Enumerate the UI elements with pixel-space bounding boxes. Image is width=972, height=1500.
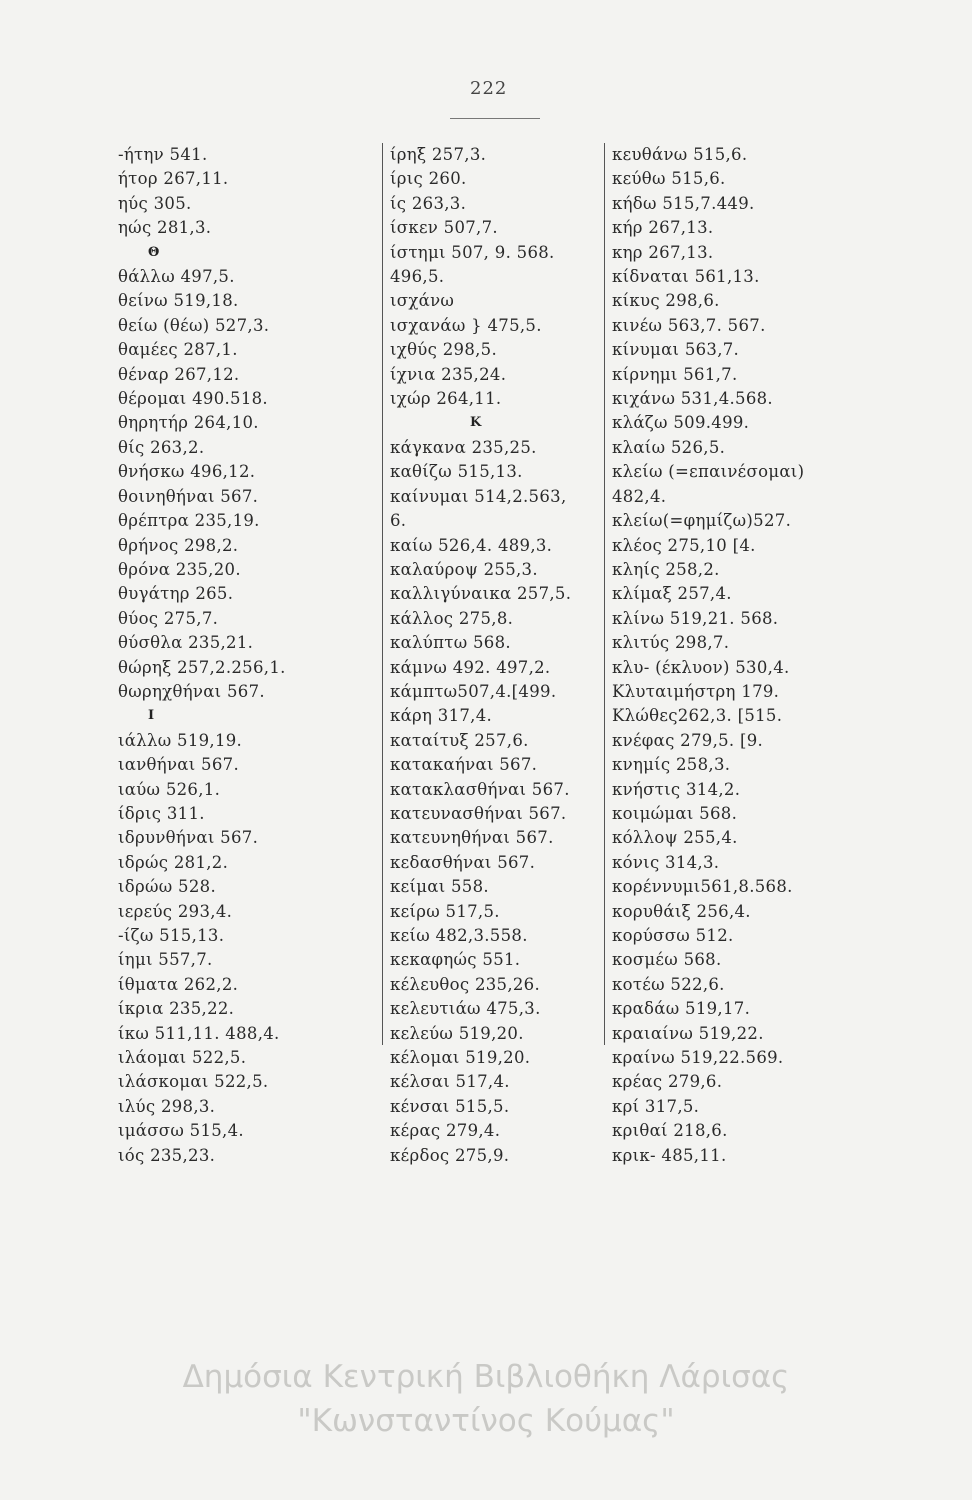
- index-entry: κραδάω 519,17.: [612, 999, 751, 1019]
- index-entry: ίρηξ 257,3.: [390, 145, 487, 164]
- index-entry: κίκυς 298,6.: [612, 291, 720, 311]
- index-entry: καίνυμαι 514,2.563,: [390, 486, 567, 506]
- index-entry: ιανθήναι 567.: [118, 755, 239, 775]
- index-entry: κελεύω 519,20.: [390, 1023, 524, 1043]
- index-entry: θρέπτρα 235,19.: [118, 511, 260, 531]
- index-entry: κάρη 317,4.: [390, 706, 493, 726]
- index-entry: κηρ 267,13.: [612, 242, 714, 262]
- index-entry: κλείω (=επαινέσομαι): [612, 462, 805, 482]
- index-entry: θηρητήρ 264,10.: [118, 413, 259, 433]
- index-entry: θίς 263,2.: [118, 437, 205, 457]
- index-entry: 496,5.: [390, 267, 445, 287]
- index-entry: κάλλος 275,8.: [390, 608, 514, 628]
- index-entry: θρόνα 235,20.: [118, 559, 241, 579]
- index-entry: θείνω 519,18.: [118, 291, 239, 311]
- index-entry: ίκρια 235,22.: [118, 999, 235, 1019]
- index-entry: ιδρυνθήναι 567.: [118, 828, 259, 848]
- index-entry: ίς 263,3.: [390, 193, 467, 213]
- index-entry: κορέννυμι561,8.568.: [612, 877, 793, 897]
- index-entry: κνέφας 279,5. [9.: [612, 730, 764, 750]
- index-entry: κόλλοψ 255,4.: [612, 828, 738, 848]
- index-entry: κέλομαι 519,20.: [390, 1048, 531, 1068]
- index-entry: ιαύω 526,1.: [118, 779, 221, 799]
- index-entry: καταίτυξ 257,6.: [390, 730, 529, 750]
- index-entry: καλαύροψ 255,3.: [390, 559, 538, 579]
- index-entry: κλίνω 519,21. 568.: [612, 608, 779, 628]
- index-entry: κείρω 517,5.: [390, 901, 500, 921]
- index-entry: κατευνηθήναι 567.: [390, 828, 554, 848]
- index-entry: κάμνω 492. 497,2.: [390, 657, 551, 677]
- index-entry: θοινηθήναι 567.: [118, 486, 259, 506]
- index-entry: ίημι 557,7.: [118, 950, 213, 970]
- index-entry: ηώς 281,3.: [118, 218, 212, 238]
- index-entry: κληίς 258,2.: [612, 559, 720, 579]
- letter-heading: Κ: [470, 415, 482, 431]
- index-entry: ιλάσκομαι 522,5.: [118, 1072, 269, 1092]
- index-entry: κριθαί 218,6.: [612, 1121, 728, 1141]
- index-entry: ιδρώω 528.: [118, 877, 216, 897]
- index-entry: κάμπτω507,4.[499.: [390, 681, 557, 701]
- index-entry: κλυ- (έκλυον) 530,4.: [612, 657, 790, 677]
- index-entry: ιάλλω 519,19.: [118, 730, 243, 750]
- index-entry: κοσμέω 568.: [612, 950, 722, 970]
- index-entry: κευθάνω 515,6.: [612, 145, 748, 164]
- index-entry: καίω 526,4. 489,3.: [390, 535, 553, 555]
- index-entry: κατευνασθήναι 567.: [390, 803, 567, 823]
- index-entry: ίρις 260.: [390, 169, 467, 189]
- index-entry: ίδρις 311.: [118, 803, 205, 823]
- index-entry: θαμέες 287,1.: [118, 340, 238, 360]
- index-entry: θυγάτηρ 265.: [118, 584, 234, 604]
- index-entry: κέλσαι 517,4.: [390, 1072, 510, 1092]
- watermark-line-2: "Κωνσταντίνος Κούμας": [297, 1403, 675, 1439]
- index-column-2: [382, 143, 608, 1165]
- index-entry: κοτέω 522,6.: [612, 974, 725, 994]
- index-entry: Κλυταιμήστρη 179.: [612, 681, 780, 701]
- index-entry: ιός 235,23.: [118, 1145, 216, 1165]
- index-entry: ίκω 511,11. 488,4.: [118, 1023, 280, 1043]
- index-entry: θέναρ 267,12.: [118, 364, 240, 384]
- index-entry: κείμαι 558.: [390, 877, 489, 897]
- index-entry: κίνυμαι 563,7.: [612, 340, 740, 360]
- index-entry: κορύσσω 512.: [612, 926, 734, 945]
- index-entry: ίθματα 262,2.: [118, 974, 239, 994]
- index-entry: ισχάνω: [390, 291, 455, 311]
- index-entry: κλίμαξ 257,4.: [612, 584, 732, 604]
- index-entry: κρικ- 485,11.: [612, 1145, 727, 1165]
- index-entry: κήρ 267,13.: [612, 218, 714, 238]
- index-entry: κλιτύς 298,7.: [612, 633, 730, 653]
- index-entry: θείω (θέω) 527,3.: [118, 315, 270, 335]
- library-watermark: [0, 1355, 972, 1443]
- index-entry: καλλιγύναικα 257,5.: [390, 584, 572, 604]
- index-entry: κεδασθήναι 567.: [390, 852, 536, 872]
- index-entry: κνημίς 258,3.: [612, 755, 731, 775]
- index-entry: θώρηξ 257,2.256,1.: [118, 657, 286, 677]
- index-entry: -ήτην 541.: [118, 145, 208, 164]
- index-entry: θάλλω 497,5.: [118, 267, 235, 287]
- index-entry: ιερεύς 293,4.: [118, 901, 233, 921]
- page-rule: [450, 118, 540, 119]
- index-entry: κένσαι 515,5.: [390, 1096, 510, 1116]
- index-entry: κόνις 314,3.: [612, 852, 720, 872]
- index-entry: καθίζω 515,13.: [390, 462, 523, 482]
- index-entry: θύσθλα 235,21.: [118, 633, 254, 653]
- index-entry: ιχθύς 298,5.: [390, 340, 497, 360]
- index-entry: ηύς 305.: [118, 193, 192, 213]
- index-entry: ιλάομαι 522,5.: [118, 1048, 247, 1068]
- index-entry: κνήστις 314,2.: [612, 779, 741, 799]
- index-entry: κατακαήναι 567.: [390, 755, 538, 775]
- index-entry: κλέος 275,10 [4.: [612, 535, 756, 555]
- index-entry: θέρομαι 490.518.: [118, 389, 268, 409]
- index-entry: 6.: [390, 511, 407, 531]
- index-column-1: [118, 143, 388, 1168]
- letter-heading: Ι: [148, 708, 155, 724]
- index-entry: ιμάσσω 515,4.: [118, 1121, 244, 1141]
- index-entry: κοιμώμαι 568.: [612, 803, 738, 823]
- index-entry: ιλύς 298,3.: [118, 1096, 216, 1116]
- index-entry: κίδναται 561,13.: [612, 267, 760, 287]
- index-entry: Κλώθες262,3. [515.: [612, 706, 783, 726]
- index-entry: κεκαφηώς 551.: [390, 950, 521, 970]
- index-entry: -ίζω 515,13.: [118, 926, 225, 945]
- index-entry: κλάζω 509.499.: [612, 413, 750, 433]
- watermark-line-1: Δημόσια Κεντρική Βιβλιοθήκη Λάρισας: [182, 1359, 790, 1395]
- index-entry: κίρνημι 561,7.: [612, 364, 738, 384]
- index-entry: θύος 275,7.: [118, 608, 219, 628]
- index-entry: κορυθάιξ 256,4.: [612, 901, 751, 921]
- index-column-3: [604, 143, 852, 1165]
- index-entry: 482,4.: [612, 486, 667, 506]
- index-entry: κάγκανα 235,25.: [390, 437, 537, 457]
- index-entry: κινέω 563,7. 567.: [612, 315, 766, 335]
- index-entry: κρέας 279,6.: [612, 1072, 723, 1092]
- page-number: 222: [470, 78, 508, 99]
- index-entry: ιχώρ 264,11.: [390, 389, 502, 409]
- index-entry: ίχνια 235,24.: [390, 364, 507, 384]
- index-entry: ισχανάω } 475,5.: [390, 315, 542, 335]
- index-entry: κεύθω 515,6.: [612, 169, 726, 189]
- index-entry: κρί 317,5.: [612, 1096, 700, 1116]
- index-entry: ίστημι 507, 9. 568.: [390, 242, 555, 262]
- index-entry: κέρδος 275,9.: [390, 1145, 510, 1165]
- index-entry: κατακλασθήναι 567.: [390, 779, 570, 799]
- index-entry: ίσκεν 507,7.: [390, 218, 498, 238]
- index-entry: καλύπτω 568.: [390, 633, 511, 653]
- index-entry: κραίνω 519,22.569.: [612, 1048, 784, 1068]
- index-entry: κλείω(=φημίζω)527.: [612, 511, 792, 531]
- index-entry: θνήσκω 496,12.: [118, 462, 256, 482]
- index-entry: κιχάνω 531,4.568.: [612, 389, 773, 409]
- index-entry: ιδρώς 281,2.: [118, 852, 229, 872]
- index-entry: κέρας 279,4.: [390, 1121, 501, 1141]
- letter-heading: Θ: [148, 244, 160, 260]
- index-entry: θρήνος 298,2.: [118, 535, 239, 555]
- index-entry: κελευτιάω 475,3.: [390, 999, 541, 1019]
- index-entry: κέλευθος 235,26.: [390, 974, 541, 994]
- index-entry: κλαίω 526,5.: [612, 437, 726, 457]
- index-entry: κείω 482,3.558.: [390, 926, 528, 945]
- index-entry: κήδω 515,7.449.: [612, 193, 755, 213]
- index-entry: ήτορ 267,11.: [118, 169, 229, 189]
- index-entry: θωρηχθήναι 567.: [118, 681, 265, 701]
- index-entry: κραιαίνω 519,22.: [612, 1023, 764, 1043]
